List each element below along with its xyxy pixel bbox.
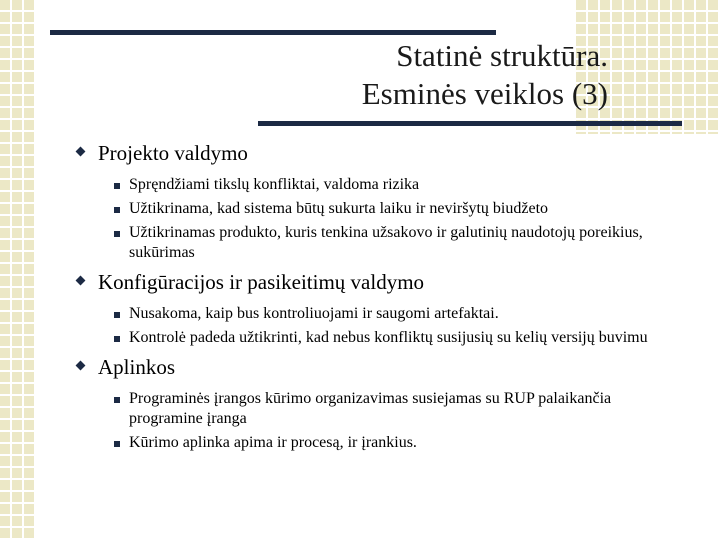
slide-title-line-1: Statinė struktūra. bbox=[396, 38, 608, 73]
sub-bullet-text: Nusakoma, kaip bus kontroliuojami ir saugomi artefaktai. bbox=[129, 305, 499, 322]
sub-bullet bbox=[114, 223, 674, 263]
sub-list bbox=[74, 304, 674, 348]
diamond-bullet-icon bbox=[76, 361, 86, 371]
sub-bullet-text: Spręndžiami tikslų konfliktai, valdoma rizika bbox=[129, 176, 420, 193]
bullet-text: Aplinkos bbox=[98, 355, 176, 379]
square-bullet-icon bbox=[114, 336, 120, 342]
sub-bullet-text: Užtikrinamas produkto, kuris tenkina užsakovo ir galutinių naudotojų poreikius, sukūrimas bbox=[129, 224, 643, 261]
sub-bullet bbox=[114, 304, 674, 324]
title-top-rule bbox=[50, 30, 496, 35]
sub-bullet-text: Užtikrinama, kad sistema būtų sukurta laiku ir neviršytų biudžeto bbox=[129, 200, 549, 217]
square-bullet-icon bbox=[114, 207, 120, 213]
bullet-environment bbox=[74, 354, 674, 380]
sub-bullet-text: Kūrimo aplinka apima ir procesą, ir įrankius. bbox=[129, 434, 417, 451]
bullet-text: Konfigūracijos ir pasikeitimų valdymo bbox=[98, 270, 425, 294]
slide-content bbox=[74, 140, 674, 459]
square-bullet-icon bbox=[114, 312, 120, 318]
bullet-project-management bbox=[74, 140, 674, 166]
diamond-bullet-icon bbox=[76, 276, 86, 286]
square-bullet-icon bbox=[114, 231, 120, 237]
square-bullet-icon bbox=[114, 397, 120, 403]
slide-title bbox=[60, 37, 660, 113]
bullet-text: Projekto valdymo bbox=[98, 141, 248, 165]
sub-bullet bbox=[114, 175, 674, 195]
square-bullet-icon bbox=[114, 183, 120, 189]
sub-bullet-text: Kontrolė padeda užtikrinti, kad nebus konfliktų susijusių su kelių versijų buvimu bbox=[129, 329, 648, 346]
sub-bullet bbox=[114, 199, 674, 219]
bullet-configuration-management bbox=[74, 269, 674, 295]
sub-list bbox=[74, 389, 674, 453]
slide-title-line-2: Esminės veiklos (3) bbox=[361, 76, 608, 111]
square-bullet-icon bbox=[114, 441, 120, 447]
title-bottom-rule bbox=[258, 121, 682, 126]
sub-bullet-text: Programinės įrangos kūrimo organizavimas susiejamas su RUP palaikančia programine įranga bbox=[129, 390, 612, 427]
diamond-bullet-icon bbox=[76, 147, 86, 157]
left-decor-pattern bbox=[0, 0, 36, 540]
sub-bullet bbox=[114, 328, 674, 348]
sub-bullet bbox=[114, 389, 674, 429]
sub-list bbox=[74, 175, 674, 263]
sub-bullet bbox=[114, 433, 674, 453]
